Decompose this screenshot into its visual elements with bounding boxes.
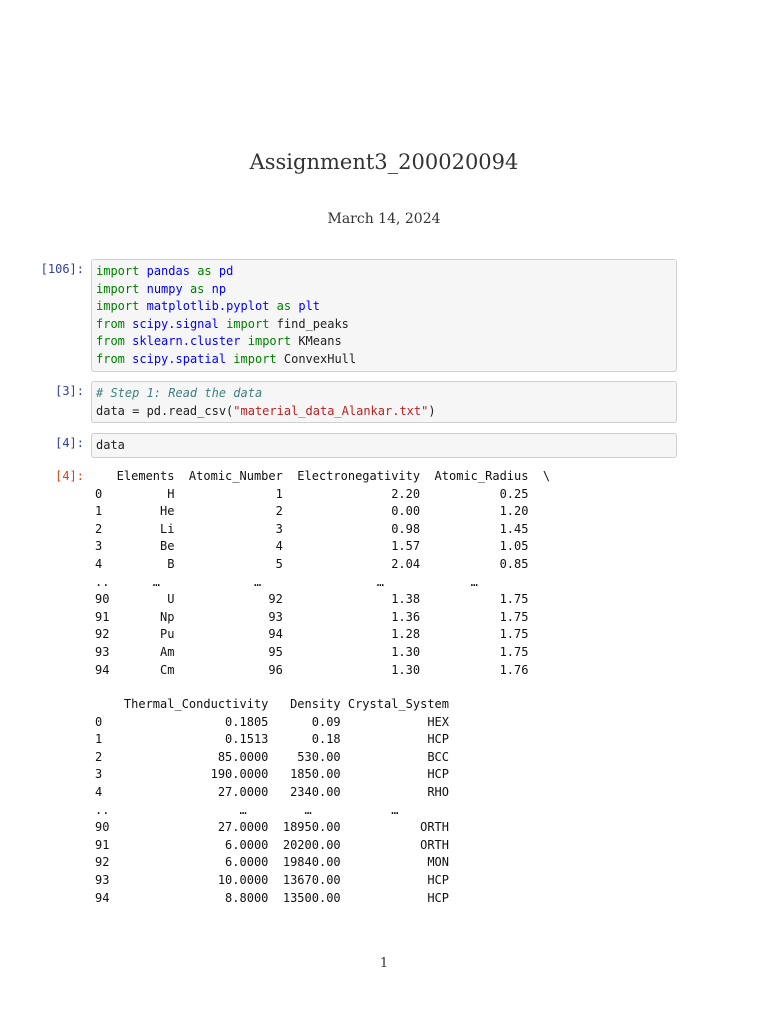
output-line: .. … … … … (95, 574, 500, 589)
code-line: # Step 1: Read the data (96, 386, 263, 400)
output-line: 1 He 2 0.00 1.20 (95, 504, 551, 519)
output-line: 2 85.0000 530.00 BCC (95, 749, 450, 764)
output-line: 92 Pu 94 1.28 1.75 (95, 627, 551, 642)
output-line: 0 0.1805 0.09 HEX (95, 714, 450, 729)
code-line: from scipy.spatial import ConvexHull (96, 351, 357, 366)
output-line: 3 Be 4 1.57 1.05 (95, 539, 551, 554)
code-cell-read-data[interactable] (91, 381, 677, 423)
output-line: 4 27.0000 2340.00 RHO (95, 784, 450, 799)
code-line: import numpy as np (96, 281, 227, 296)
output-prompt: [4]: (55, 469, 84, 483)
code-cell-show-data[interactable] (91, 433, 677, 458)
output-line: Elements Atomic_Number Electronegativity Atomic_Radius \ (95, 469, 551, 483)
page-number: 1 (379, 956, 389, 971)
output-line: 92 6.0000 19840.00 MON (95, 855, 450, 870)
output-line: 90 U 92 1.38 1.75 (95, 592, 551, 607)
output-line: 91 6.0000 20200.00 ORTH (95, 837, 450, 852)
output-line: 94 Cm 96 1.30 1.76 (95, 662, 551, 677)
code-line: from scipy.signal import find_peaks (96, 316, 349, 331)
output-line: 1 0.1513 0.18 HCP (95, 732, 450, 747)
output-line: Thermal_Conductivity Density Crystal_System (95, 697, 450, 711)
output-line: 90 27.0000 18950.00 ORTH (95, 820, 450, 835)
input-prompt-imports: [106]: (40, 262, 84, 276)
document-date: March 14, 2024 (327, 211, 441, 227)
dataframe-output-part2 (95, 696, 449, 907)
output-line: 93 Am 95 1.30 1.75 (95, 644, 551, 659)
code-line: data (96, 438, 125, 452)
code-line: import pandas as pd (96, 264, 234, 278)
output-line: 0 H 1 2.20 0.25 (95, 486, 551, 501)
dataframe-output-part1 (95, 468, 550, 679)
code-line: data = pd.read_csv("material_data_Alankar.txt") (96, 403, 436, 418)
code-line: from sklearn.cluster import KMeans (96, 334, 342, 349)
output-line: .. … … … (95, 802, 399, 817)
output-line: 91 Np 93 1.36 1.75 (95, 609, 551, 624)
document-title: Assignment3_200020094 (249, 150, 519, 174)
code-line: import matplotlib.pyplot as plt (96, 299, 321, 314)
output-line: 94 8.8000 13500.00 HCP (95, 890, 450, 905)
output-line: 3 190.0000 1850.00 HCP (95, 767, 450, 782)
input-prompt-show-data: [4]: (55, 436, 84, 450)
output-line: 4 B 5 2.04 0.85 (95, 556, 551, 571)
code-cell-imports[interactable] (91, 259, 677, 372)
output-line: 2 Li 3 0.98 1.45 (95, 521, 551, 536)
output-line: 93 10.0000 13670.00 HCP (95, 872, 450, 887)
input-prompt-read-data: [3]: (55, 384, 84, 398)
